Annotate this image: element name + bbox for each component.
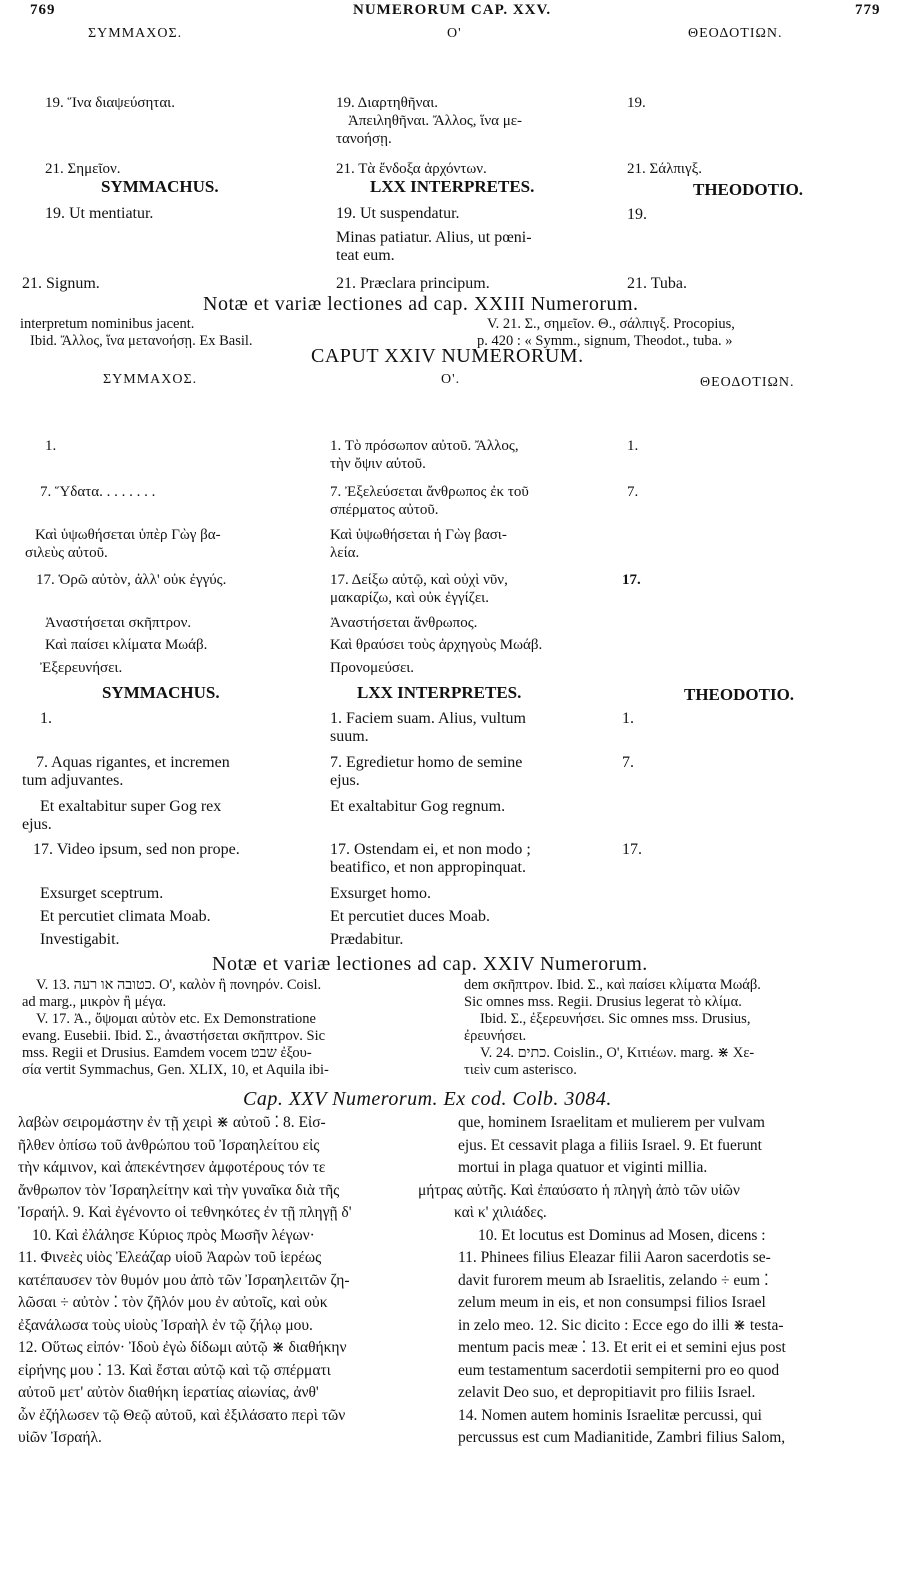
lxx-line: λεία. — [330, 545, 360, 561]
text-line: μήτρας αὐτῆς. Καὶ ἐπαύσατο ἡ πληγὴ ἀπὸ τῶν υἱῶν — [418, 1181, 740, 1199]
lxx-line: suum. — [330, 728, 369, 745]
page-number-left: 769 — [30, 2, 56, 18]
col-head-lxx-latin: LXX INTERPRETES. — [370, 177, 535, 196]
s2-greek-lxx-moab: Καὶ θραύσει τοὺς ἀρχηγοὺς Μωάβ. — [330, 637, 543, 653]
text-line: mortui in plaga quatuor et viginti millia. — [458, 1159, 708, 1176]
note-line: evang. Eusebii. Ibid. Σ., ἀναστήσεται σκῆπτρον. Sic — [22, 1028, 326, 1044]
s2-latin-sym-1: 1. — [40, 710, 52, 727]
note-line: p. 420 : « Symm., signum, Theodot., tuba. » — [477, 333, 733, 349]
s2-greek-lxx-7 — [330, 483, 529, 519]
col-head-symmachus-latin: SYMMACHUS. — [101, 177, 219, 196]
lxx-line: 1. Faciem suam. Alius, vultum — [330, 710, 526, 727]
lxx-line: 17. Ostendam ei, et non modo ; — [330, 841, 531, 858]
note-line: dem σκῆπτρον. Ibid. Σ., καὶ παίσει κλίματα Μωάβ. — [464, 977, 761, 993]
s2-greek-sym-sceptre: Ἀναστήσεται σκῆπτρον. — [45, 615, 192, 631]
col-head-theodotio-latin: THEODOTIO. — [684, 685, 795, 704]
notes-xxiii-title: Notæ et variæ lectiones ad cap. XXIII Numerorum. — [203, 293, 639, 315]
text-line: 11. Phinees filius Eleazar filii Aaron sacerdotis se- — [458, 1249, 771, 1266]
text-line: que, hominem Israelitam et mulierem per vulvam — [458, 1114, 765, 1131]
notes-xxiv-left — [22, 977, 329, 1079]
text-line: καὶ κ' χιλιάδες. — [454, 1204, 547, 1221]
s2-latin-lxx-search: Prædabitur. — [330, 931, 404, 948]
s1-latin-lxx-21: 21. Præclara principum. — [336, 275, 490, 292]
text-line: Ἰσραήλ. 9. Καὶ ἐγένοντο οἱ τεθνηκότες ἐν τῇ πληγῇ δ' — [18, 1204, 352, 1221]
s2-greek-sym-7: 7. Ὕδατα. . . . . . . . — [40, 484, 156, 500]
lxx-line: teat eum. — [336, 247, 395, 264]
s2-greek-lxx-search: Προνομεύσει. — [330, 660, 415, 676]
note-line: mss. Regii et Drusius. Eamdem vocem שבט ἐξου- — [22, 1045, 312, 1061]
s2-greek-sym-search: Ἐξερευνήσει. — [40, 660, 123, 676]
s2-latin-lxx-1 — [330, 710, 526, 746]
lxx-line: 17. Δείξω αὐτῷ, καὶ οὐχὶ νῦν, — [330, 572, 508, 588]
text-line: ejus. Et cessavit plaga a filiis Israel. 9. Et fuerunt — [458, 1136, 762, 1154]
lxx-line: σπέρματος αὐτοῦ. — [330, 502, 439, 518]
text-line: λαβὼν σειρομάστην ἐν τῇ χειρὶ ⋇ αὐτοῦ ⁚ 8. Εἰσ- — [18, 1114, 326, 1131]
s2-latin-lxx-7 — [330, 754, 522, 790]
text-line: ἄνθρωπον τὸν Ἰσραηλείτην καὶ τὴν γυναῖκα διὰ τῆς — [18, 1181, 340, 1199]
col-head-symmachus-greek: ΣΥΜΜΑΧΟΣ. — [88, 26, 183, 41]
text-line: 10. Et locutus est Dominus ad Mosen, dicens : — [478, 1226, 766, 1244]
text-line: ῆλθεν ὀπίσω τοῦ ἀνθρώπου τοῦ Ἰσραηλείτου εἰς — [18, 1136, 320, 1154]
lxx-line: 1. Τὸ πρόσωπον αὐτοῦ. Ἄλλος, — [330, 438, 519, 454]
running-title: NUMERORUM CAP. XXV. — [353, 2, 552, 18]
notes-xxiv-title: Notæ et variæ lectiones ad cap. XXIV Numerorum. — [212, 953, 648, 975]
lxx-line: 19. Ut suspendatur. — [336, 205, 460, 222]
note-line: τιεὶν cum asterisco. — [464, 1062, 577, 1078]
lxx-line: Ἀπειληθῆναι. Ἄλλος, ἵνα με- — [348, 113, 523, 129]
s2-greek-sym-1: 1. — [45, 438, 57, 454]
s2-greek-sym-moab: Καὶ παίσει κλίματα Μωάβ. — [45, 637, 208, 653]
s2-latin-sym-gog — [22, 798, 221, 834]
text-line: 12. Οὕτως εἰπόν· Ἰδοὺ ἐγὼ δίδωμι αὐτῷ ⋇ διαθήκην — [18, 1339, 347, 1356]
note-line: V. 17. Ἀ., ὄψομαι αὐτὸν etc. Ex Demonstratione — [36, 1011, 316, 1027]
text-line: 11. Φινεὲς υἱὸς Ἐλεάζαρ υἱοῦ Ἀαρὼν τοῦ ἱερέως — [18, 1249, 322, 1266]
cap-xxv-title: Cap. XXV Numerorum. Ex cod. Colb. 3084. — [243, 1088, 612, 1110]
greek-text-column — [18, 1112, 352, 1450]
col-head-lxx-greek: Ο'. — [441, 372, 461, 387]
col-head-theodotion-greek: ΘΕΟΔΟΤΙΩΝ. — [688, 26, 783, 41]
text-line: τὴν κάμινον, καὶ ἀπεκέντησεν ἀμφοτέρους τόν τε — [18, 1159, 326, 1176]
s2-latin-theo-1: 1. — [622, 710, 634, 727]
s2-latin-lxx-17 — [330, 841, 531, 877]
lxx-line: Καὶ ὑψωθήσεται ἡ Γὼγ βασι- — [330, 527, 507, 543]
s1-greek-theo-21: 21. Σάλπιγξ. — [627, 161, 703, 177]
s1-latin-sym-21: 21. Signum. — [22, 275, 100, 292]
text-line: in zelo meo. 12. Sic dicito : Ecce ego do illi ⋇ testa- — [458, 1316, 784, 1334]
s1-greek-lxx-19 — [336, 94, 522, 148]
s2-latin-sym-7 — [22, 754, 230, 790]
sym-line: tum adjuvantes. — [22, 772, 124, 789]
s2-latin-lxx-sceptre: Exsurget homo. — [330, 885, 432, 902]
col-head-theodotion-greek: ΘΕΟΔΟΤΙΩΝ. — [700, 375, 795, 390]
col-head-lxx-greek: Ο' — [447, 26, 462, 41]
s1-greek-theo-19: 19. — [627, 95, 646, 111]
note-line: ἐρευνήσει. — [464, 1028, 527, 1044]
lxx-line: Minas patiatur. Alius, ut pœni- — [336, 229, 532, 246]
text-line: αὐτοῦ μετ' αὐτὸν διαθήκη ἱερατίας αἰωνίας, ἀνθ' — [18, 1384, 319, 1401]
note-line: ad marg., μικρὸν ἢ μέγα. — [22, 994, 167, 1010]
sym-line: Καὶ ὑψωθήσεται ὑπὲρ Γὼγ βα- — [35, 527, 221, 543]
note-line: V. 21. Σ., σημεῖον. Θ., σάλπιγξ. Procopius, — [487, 316, 735, 332]
s1-greek-sym-21: 21. Σημεῖον. — [45, 161, 121, 177]
text-line: eum testamentum sacerdotii sempiterni pro eo quod — [458, 1361, 780, 1379]
s2-greek-lxx-17 — [330, 571, 508, 607]
s2-greek-sym-gog — [25, 526, 221, 562]
col-head-theodotio-latin: THEODOTIO. — [693, 180, 804, 199]
note-line: V. 24. כתים. Coislin., Ο', Κιτιέων. marg. ⋇ Χε- — [480, 1045, 755, 1061]
sym-line: 7. Aquas rigantes, et incremen — [36, 754, 230, 771]
s2-greek-lxx-1 — [330, 437, 519, 473]
text-line: davit furorem meum ab Israelitis, zelando ÷ eum ⁚ — [458, 1271, 769, 1289]
s2-latin-lxx-moab: Et percutiet duces Moab. — [330, 908, 490, 925]
s2-latin-sym-moab: Et percutiet climata Moab. — [40, 908, 211, 925]
s2-latin-sym-sceptre: Exsurget sceptrum. — [40, 885, 164, 902]
s1-greek-sym-19: 19. Ἵνα διαψεύσηται. — [45, 95, 175, 111]
lxx-line: 7. Egredietur homo de semine — [330, 754, 523, 771]
s1-greek-lxx-21: 21. Τὰ ἔνδοξα ἀρχόντων. — [336, 161, 487, 177]
latin-text-column — [418, 1112, 786, 1450]
lxx-line: 19. Διαρτηθῆναι. — [336, 95, 439, 111]
s2-latin-sym-search: Investigabit. — [40, 931, 120, 948]
s2-greek-sym-17: 17. Ὁρῶ αὐτὸν, ἀλλ' οὐκ ἐγγύς. — [36, 572, 227, 588]
sym-line: σιλεὺς αὐτοῦ. — [25, 545, 108, 561]
text-line: κατέπαυσεν τὸν θυμόν μου ἀπὸ τῶν Ἰσραηλειτῶν ζη- — [18, 1271, 350, 1289]
note-line: Ibid. Ἄλλος, ἵνα μετανοήσῃ. Ex Basil. — [30, 333, 253, 349]
s2-latin-theo-7: 7. — [622, 754, 634, 771]
text-line: 14. Nomen autem hominis Israelitæ percussi, qui — [458, 1406, 762, 1424]
s2-greek-theo-17: 17. — [622, 572, 641, 588]
text-line: λῶσαι ÷ αὐτὸν ⁚ τὸν ζῆλόν μου ἐν αὐτοῖς, καὶ οὐκ — [18, 1294, 328, 1311]
note-line: σία vertit Symmachus, Gen. XLIX, 10, et Aquila ibi- — [22, 1062, 329, 1078]
lxx-line: 7. Ἐξελεύσεται ἄνθρωπος ἐκ τοῦ — [330, 484, 529, 500]
col-head-lxx-latin: LXX INTERPRETES. — [357, 683, 522, 702]
text-line: υἱῶν Ἰσραήλ. — [18, 1429, 102, 1446]
s2-latin-theo-17: 17. — [622, 841, 642, 858]
text-line: percussus est cum Madianitide, Zambri filius Salom, — [458, 1429, 786, 1446]
note-line: Sic omnes mss. Regii. Drusius legerat τὸ κλίμα. — [464, 994, 742, 1010]
caput-xxiv-title: CAPUT XXIV NUMERORUM. — [311, 345, 584, 367]
s2-greek-theo-1: 1. — [627, 438, 639, 454]
text-line: zelum meum in eis, et non consumpsi filios Israel — [458, 1294, 766, 1311]
s1-latin-theo-21: 21. Tuba. — [627, 275, 688, 292]
s1-latin-sym-19: 19. Ut mentiatur. — [45, 205, 154, 222]
s2-greek-theo-7: 7. — [627, 484, 639, 500]
text-line: mentum pacis meæ ⁚ 13. Et erit ei et semini ejus post — [458, 1339, 786, 1356]
lxx-line: μακαρίζω, καὶ οὐκ ἐγγίζει. — [330, 590, 489, 606]
text-line: ὧν ἐζήλωσεν τῷ Θεῷ αὐτοῦ, καὶ ἐξιλάσατο περὶ τῶν — [18, 1406, 346, 1424]
s2-latin-lxx-gog: Et exaltabitur Gog regnum. — [330, 798, 506, 815]
s2-latin-sym-17: 17. Video ipsum, sed non prope. — [33, 841, 240, 858]
lxx-line: τανοήσῃ. — [336, 131, 392, 147]
text-line: 10. Καὶ ἐλάλησε Κύριος πρὸς Μωσῆν λέγων· — [32, 1226, 315, 1244]
note-line: V. 13. כטובה או רעה. Ο', καλὸν ἢ πονηρόν. Coisl. — [36, 977, 322, 993]
notes-xxiv-right — [464, 977, 761, 1079]
s1-latin-theo-19: 19. — [627, 206, 647, 223]
text-line: εἰρήνης μου ⁚ 13. Καὶ ἔσται αὐτῷ καὶ τῷ σπέρματι — [18, 1361, 331, 1379]
text-line: zelavit Deo suo, et depropitiavit pro filiis Israel. — [458, 1384, 756, 1401]
note-line: Ibid. Σ., ἐξερευνήσει. Sic omnes mss. Drusius, — [480, 1011, 751, 1027]
s1-latin-lxx-19 — [336, 205, 532, 265]
lxx-line: ejus. — [330, 772, 360, 789]
lxx-line: beatifico, et non appropinquat. — [330, 859, 526, 876]
lxx-line: τὴν ὄψιν αὐτοῦ. — [330, 456, 426, 472]
s2-greek-lxx-sceptre: Ἀναστήσεται ἄνθρωπος. — [330, 615, 478, 631]
sym-line: ejus. — [22, 816, 52, 833]
s2-greek-lxx-gog — [330, 526, 507, 562]
sym-line: Et exaltabitur super Gog rex — [40, 798, 222, 815]
col-head-symmachus-greek: ΣΥΜΜΑΧΟΣ. — [103, 372, 198, 387]
col-head-symmachus-latin: SYMMACHUS. — [102, 683, 220, 702]
text-line: ἐξανάλωσα τοὺς υἱοὺς Ἰσραὴλ ἐν τῷ ζήλῳ μου. — [18, 1316, 313, 1334]
page-number-right: 779 — [855, 2, 881, 18]
notes-xxiii-left — [20, 316, 253, 350]
note-line: interpretum nominibus jacent. — [20, 316, 195, 332]
